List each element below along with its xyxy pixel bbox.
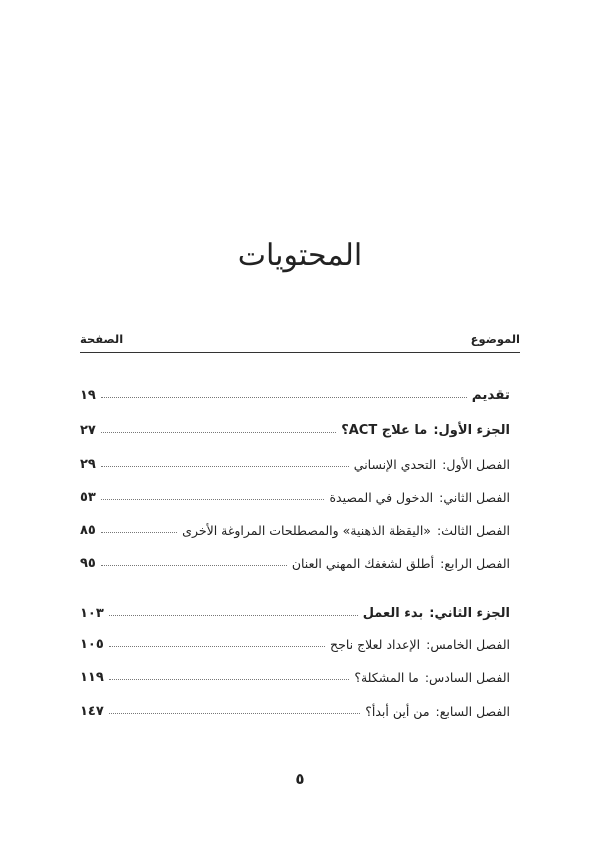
dot-leader <box>101 466 349 467</box>
toc-entry-label: الفصل الثاني: <box>439 490 510 505</box>
toc-entry-page: ١١٩ <box>80 670 104 685</box>
toc-entry-page: ٢٧ <box>80 423 96 438</box>
toc-entry-page: ٥٣ <box>80 490 96 505</box>
toc-entry-label: الفصل الثالث: <box>436 523 510 538</box>
toc-entry-title: «اليقظة الذهنية» والمصطلحات المراوغة الأخرى <box>182 523 431 538</box>
header-topic: الموضوع <box>470 332 520 346</box>
dot-leader <box>109 646 325 647</box>
toc-entry-page: ٨٥ <box>80 523 96 538</box>
toc-entry-chapter-3 <box>80 518 510 538</box>
toc-entry-page: ٢٩ <box>80 457 96 472</box>
toc-entry-chapter-6 <box>80 665 510 685</box>
toc-entry-label: الجزء الأول: <box>433 423 510 438</box>
toc-entry-title: من أين أبدأ؟ <box>365 704 430 719</box>
toc-entry-title: ما علاج ACT؟ <box>341 423 428 438</box>
dot-leader <box>101 397 467 398</box>
toc-entry-title: أطلق لشغفك المهني العنان <box>291 556 435 571</box>
toc-entry-chapter-1 <box>80 452 510 472</box>
toc-entry-label: الفصل الخامس: <box>426 637 510 652</box>
toc-entry-title: تقديم <box>471 387 510 403</box>
toc-entry-title: الإعداد لعلاج ناجح <box>330 637 421 652</box>
toc-entry-label: الفصل السادس: <box>424 670 510 685</box>
toc-entry-intro <box>80 383 510 403</box>
toc-entry-label: الفصل السابع: <box>435 704 510 719</box>
toc-entry-label: الفصل الرابع: <box>440 556 510 571</box>
toc-entry-title: بدء العمل <box>362 606 424 621</box>
toc-entry-page: ١٠٥ <box>80 637 104 652</box>
header-page: الصفحة <box>80 332 124 346</box>
toc-entry-chapter-2 <box>80 485 510 505</box>
toc-entry-title: التحدي الإنساني <box>353 457 437 472</box>
toc-entry-chapter-4 <box>80 551 510 571</box>
dot-leader <box>109 713 360 714</box>
toc-entry-label: الجزء الثاني: <box>429 606 510 621</box>
toc-entry-title: ما المشكلة؟ <box>354 670 419 685</box>
dot-leader <box>109 679 350 680</box>
dot-leader <box>101 532 177 533</box>
dot-leader <box>101 432 336 433</box>
table-of-contents <box>80 0 510 848</box>
toc-entry-part-2 <box>80 601 510 621</box>
toc-entry-page: ١٤٧ <box>80 704 104 719</box>
toc-entry-title: الدخول في المصيدة <box>329 490 434 505</box>
dot-leader <box>101 499 325 500</box>
page-title: المحتويات <box>237 238 363 273</box>
toc-entry-part-1 <box>80 418 510 438</box>
toc-entry-label: الفصل الأول: <box>442 457 510 472</box>
toc-entry-chapter-5 <box>80 632 510 652</box>
toc-entry-page: ٩٥ <box>80 556 96 571</box>
toc-entry-page: ١٩ <box>80 388 96 403</box>
dot-leader <box>101 565 287 566</box>
dot-leader <box>109 615 358 616</box>
toc-entry-page: ١٠٣ <box>80 606 104 621</box>
page-number: ٥ <box>295 770 305 788</box>
toc-entry-chapter-7 <box>80 699 510 719</box>
